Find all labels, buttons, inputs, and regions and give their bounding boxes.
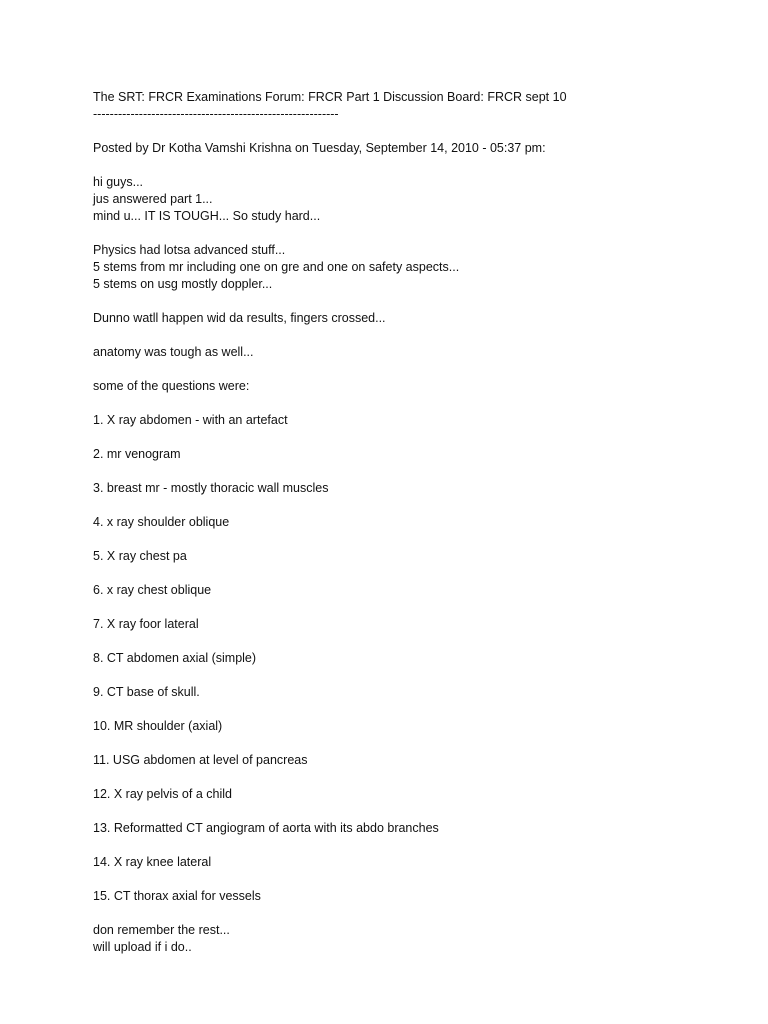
spacer — [93, 497, 768, 514]
list-item: 2. mr venogram — [93, 447, 181, 461]
list-item: 9. CT base of skull. — [93, 685, 200, 699]
intro-line: jus answered part 1... — [93, 192, 213, 206]
list-item: 1. X ray abdomen - with an artefact — [93, 413, 288, 427]
physics-line: 5 stems from mr including one on gre and one on safety aspects... — [93, 260, 460, 274]
title-rule: ----------------------------------------------------------- — [93, 107, 339, 121]
spacer — [93, 429, 768, 446]
anatomy-line: anatomy was tough as well... — [93, 345, 254, 359]
spacer — [93, 361, 768, 378]
spacer — [93, 633, 768, 650]
closing-paragraph — [93, 922, 768, 956]
spacer — [93, 123, 768, 140]
list-item: 7. X ray foor lateral — [93, 617, 199, 631]
intro-paragraph — [93, 174, 768, 225]
spacer — [93, 667, 768, 684]
spacer — [93, 735, 768, 752]
closing-line: don remember the rest... — [93, 923, 230, 937]
list-item: 8. CT abdomen axial (simple) — [93, 651, 257, 665]
spacer — [93, 871, 768, 888]
spacer — [93, 837, 768, 854]
document-title: The SRT: FRCR Examinations Forum: FRCR Part 1 Discussion Board: FRCR sept 10 — [93, 90, 567, 104]
spacer — [93, 225, 768, 242]
questions-intro: some of the questions were: — [93, 379, 250, 393]
spacer — [93, 803, 768, 820]
spacer — [93, 463, 768, 480]
list-item: 15. CT thorax axial for vessels — [93, 889, 261, 903]
spacer — [93, 905, 768, 922]
list-item: 4. x ray shoulder oblique — [93, 515, 230, 529]
spacer — [93, 293, 768, 310]
list-item: 5. X ray chest pa — [93, 549, 187, 563]
closing-line: will upload if i do.. — [93, 940, 192, 954]
list-item: 11. USG abdomen at level of pancreas — [93, 753, 308, 767]
spacer — [93, 599, 768, 616]
intro-line: hi guys... — [93, 175, 144, 189]
list-item: 12. X ray pelvis of a child — [93, 787, 232, 801]
spacer — [93, 769, 768, 786]
spacer — [93, 327, 768, 344]
list-item: 14. X ray knee lateral — [93, 855, 212, 869]
post-byline: Posted by Dr Kotha Vamshi Krishna on Tuesday, September 14, 2010 - 05:37 pm: — [93, 141, 546, 155]
physics-paragraph — [93, 242, 768, 293]
questions-list — [93, 412, 768, 905]
spacer — [93, 157, 768, 174]
results-line: Dunno watll happen wid da results, fingers crossed... — [93, 311, 386, 325]
list-item: 13. Reformatted CT angiogram of aorta with its abdo branches — [93, 821, 439, 835]
list-item: 3. breast mr - mostly thoracic wall muscles — [93, 481, 329, 495]
spacer — [93, 701, 768, 718]
spacer — [93, 395, 768, 412]
spacer — [93, 565, 768, 582]
list-item: 6. x ray chest oblique — [93, 583, 212, 597]
intro-line: mind u... IT IS TOUGH... So study hard... — [93, 209, 321, 223]
physics-line: 5 stems on usg mostly doppler... — [93, 277, 273, 291]
list-item: 10. MR shoulder (axial) — [93, 719, 223, 733]
physics-line: Physics had lotsa advanced stuff... — [93, 243, 286, 257]
spacer — [93, 531, 768, 548]
